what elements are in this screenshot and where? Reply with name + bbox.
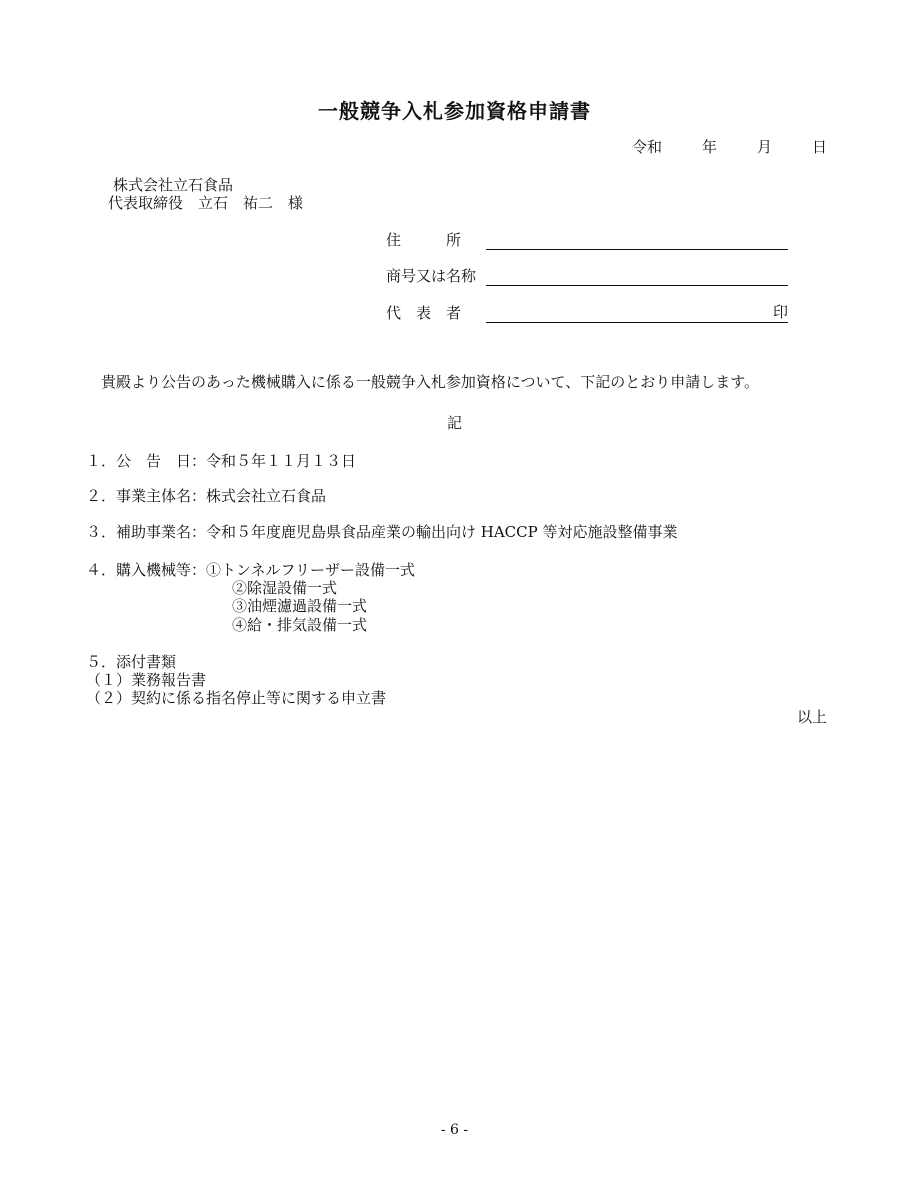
company-name-label: 商号又は名称 [386,267,477,285]
date-era: 令和 [631,138,662,156]
date-year-unit: 年 [701,138,717,156]
item-3: ３．補助事業名：令和５年度鹿児島県食品産業の輸出向け HACCP 等対応施設整備事業 [86,523,678,541]
date-line [632,136,827,157]
representative-label: 代 表 者 [386,304,462,322]
address-line [486,231,788,250]
representative-line [486,304,788,323]
item-4-sub-2: ③油煙濾過設備一式 [232,597,368,615]
item-5-sub-1: （１）業務報告書 [86,671,207,689]
ki-heading: 記 [446,414,462,432]
document-title: 一般競争入札参加資格申請書 [318,99,591,123]
item-4-sub-3: ④給・排気設備一式 [232,616,368,634]
seal-mark: 印 [772,303,788,321]
addressee-representative: 代表取締役 立石 祐二 様 [108,194,304,212]
page-number: - 6 - [440,1122,469,1138]
date-day-unit: 日 [811,138,827,156]
company-name-line [486,267,788,286]
item-5: ５．添付書類 [86,653,177,671]
addressee-company: 株式会社立石食品 [113,176,234,194]
company-name-field [386,265,788,286]
item-4-sub-1: ②除湿設備一式 [232,579,338,597]
address-field [386,229,788,250]
item-5-sub-2: （２）契約に係る指名停止等に関する申立書 [86,689,387,707]
item-1: １．公 告 日：令和５年１１月１３日 [86,452,357,470]
address-label: 住 所 [386,231,462,249]
body-paragraph: 貴殿より公告のあった機械購入に係る一般競争入札参加資格について、下記のとおり申請します。 [86,373,760,391]
closing-mark: 以上 [796,708,827,726]
representative-field [386,302,788,323]
item-2: ２．事業主体名：株式会社立石食品 [86,487,327,505]
date-month-unit: 月 [756,138,772,156]
item-4: ４．購入機械等：①トンネルフリーザー設備一式 [86,561,415,579]
